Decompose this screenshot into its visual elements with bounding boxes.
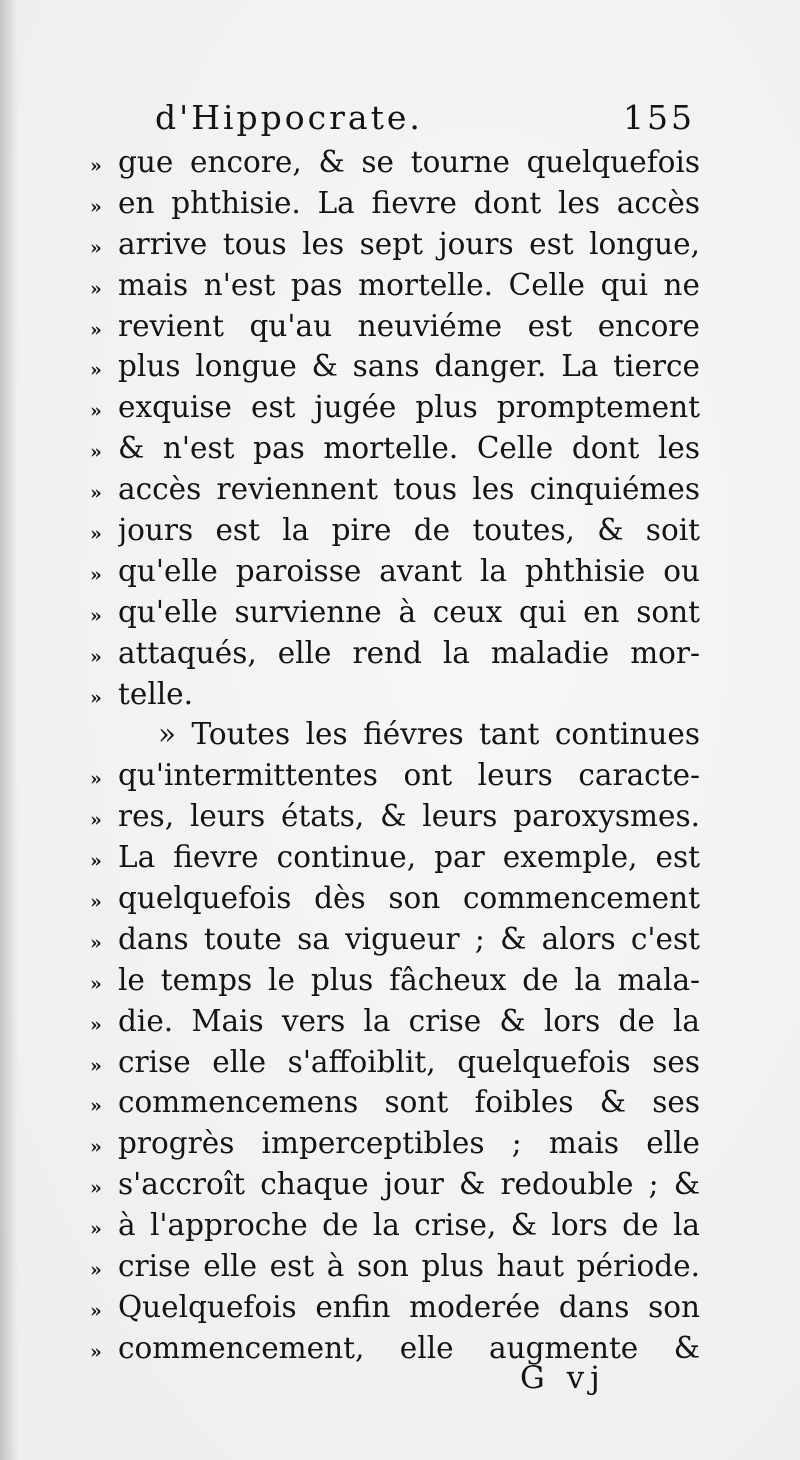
quote-mark: » — [90, 1259, 102, 1282]
text-line — [90, 755, 700, 796]
quote-mark: » — [90, 1177, 102, 1200]
quote-mark: » — [90, 645, 102, 668]
text-line — [90, 960, 700, 1001]
text-line — [90, 387, 700, 428]
line-text: attaqués, elle rend la maladie mor- — [118, 635, 700, 670]
text-line — [90, 796, 700, 837]
line-text: qu'elle paroisse avant la phthisie ou — [118, 553, 700, 588]
line-text: quelquefois dès son commencement — [118, 881, 700, 916]
text-line — [90, 551, 700, 592]
text-line — [90, 1246, 700, 1287]
text-line — [90, 1042, 700, 1083]
quote-mark: » — [90, 523, 102, 546]
signature-mark: G vj — [520, 1360, 606, 1396]
quote-mark: » — [90, 1136, 102, 1159]
quote-mark: » — [90, 441, 102, 464]
text-line — [90, 837, 700, 878]
text-line — [90, 224, 700, 265]
text-line — [90, 633, 700, 674]
line-text: crise elle est à son plus haut période. — [118, 1249, 700, 1284]
text-line — [90, 142, 700, 183]
line-text: dans toute sa vigueur ; & alors c'est — [118, 921, 700, 956]
running-title: d'Hippocrate. — [155, 98, 423, 137]
quote-mark: » — [90, 768, 102, 791]
quote-mark: » — [90, 1218, 102, 1241]
quote-mark: » — [90, 850, 102, 873]
text-line — [90, 306, 700, 347]
line-text: crise elle s'affoiblit, quelquefois ses — [118, 1044, 700, 1079]
quote-mark: » — [90, 318, 102, 341]
line-text: mais n'est pas mortelle. Celle qui ne — [118, 267, 700, 302]
quote-mark: » — [90, 1095, 102, 1118]
quote-mark: » — [90, 482, 102, 505]
quote-mark: » — [90, 195, 102, 218]
text-line — [90, 346, 700, 387]
quote-mark: » — [90, 277, 102, 300]
text-line — [90, 510, 700, 551]
text-line — [90, 183, 700, 224]
quote-mark: » — [90, 1013, 102, 1036]
line-text: revient qu'au neuviéme est encore — [118, 308, 700, 343]
line-text: telle. — [118, 676, 194, 711]
text-line — [90, 714, 700, 755]
line-text: s'accroît chaque jour & redouble ; & — [118, 1167, 700, 1202]
line-text: La fievre continue, par exemple, est — [118, 840, 700, 875]
quote-mark: » — [90, 400, 102, 423]
line-text: exquise est jugée plus promptement — [118, 390, 700, 425]
text-line — [90, 674, 700, 715]
text-line — [90, 878, 700, 919]
text-line — [90, 1001, 700, 1042]
text-line — [90, 469, 700, 510]
text-line — [90, 265, 700, 306]
line-text: qu'elle survienne à ceux qui en sont — [118, 594, 700, 629]
quote-mark: » — [90, 1299, 102, 1322]
line-text: Quelquefois enfin moderée dans son — [118, 1289, 700, 1324]
quote-mark: » — [90, 1340, 102, 1363]
line-text: à l'approche de la crise, & lors de la — [118, 1208, 700, 1243]
page-edge-shadow — [0, 0, 18, 1460]
text-line — [90, 919, 700, 960]
quote-mark: » — [90, 972, 102, 995]
line-text: plus longue & sans danger. La tierce — [118, 349, 700, 384]
line-text: » Toutes les fiévres tant continues — [158, 717, 700, 752]
text-line — [90, 1082, 700, 1123]
line-text: arrive tous les sept jours est longue, — [118, 226, 700, 261]
line-text: progrès imperceptibles ; mais elle — [118, 1126, 700, 1161]
text-line — [90, 1123, 700, 1164]
quote-mark: » — [90, 236, 102, 259]
text-line — [90, 1164, 700, 1205]
running-header — [155, 98, 695, 138]
line-text: commencement, elle augmente & — [118, 1330, 700, 1365]
quote-mark: » — [90, 891, 102, 914]
quote-mark: » — [90, 604, 102, 627]
line-text: le temps le plus fâcheux de la mala- — [118, 962, 700, 997]
quote-mark: » — [90, 155, 102, 177]
quote-mark: » — [90, 931, 102, 954]
line-text: die. Mais vers la crise & lors de la — [118, 1003, 700, 1038]
line-text: qu'intermittentes ont leurs caracte- — [118, 758, 700, 793]
line-text: gue encore, & se tourne quelquefois — [118, 145, 700, 179]
line-text: accès reviennent tous les cinquiémes — [118, 472, 700, 507]
text-line — [90, 1328, 700, 1369]
line-text: & n'est pas mortelle. Celle dont les — [118, 431, 700, 466]
text-line — [90, 592, 700, 633]
quote-mark: » — [90, 359, 102, 382]
quote-mark: » — [90, 809, 102, 832]
text-line — [90, 1287, 700, 1328]
body-text — [90, 142, 700, 1369]
quote-mark: » — [90, 686, 102, 709]
page-number: 155 — [623, 98, 695, 137]
line-text: jours est la pire de toutes, & soit — [118, 513, 700, 548]
quote-mark: » — [90, 563, 102, 586]
line-text: commencemens sont foibles & ses — [118, 1085, 700, 1120]
text-line — [90, 1205, 700, 1246]
quote-mark: » — [90, 1054, 102, 1077]
line-text: res, leurs états, & leurs paroxysmes. — [118, 799, 700, 834]
text-line — [90, 428, 700, 469]
line-text: en phthisie. La fievre dont les accès — [118, 185, 700, 220]
